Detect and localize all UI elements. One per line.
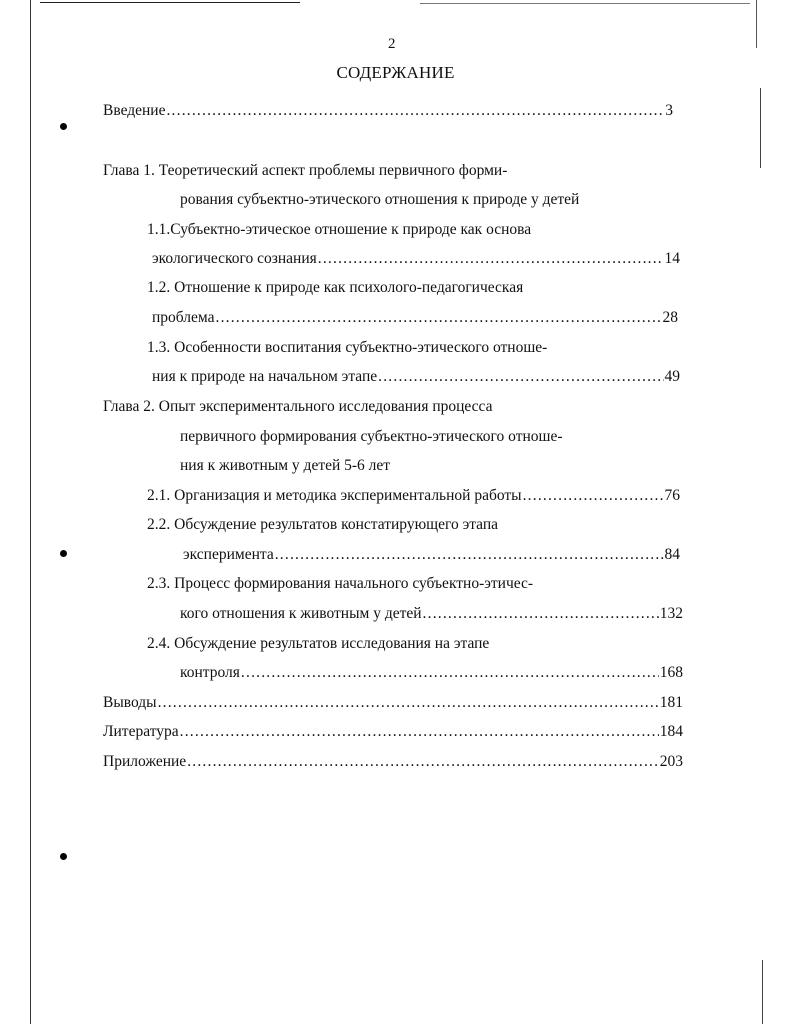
toc-page-number: 14 — [664, 250, 680, 267]
toc-leader-dots — [378, 367, 663, 387]
toc-page-number: 203 — [659, 753, 683, 770]
toc-entry-text: эксперимента — [183, 546, 274, 563]
toc-section-1-1-line-2[interactable] — [152, 249, 680, 269]
toc-page-number: 28 — [662, 309, 678, 326]
toc-page-number: 181 — [659, 694, 683, 711]
toc-entry-text: ния к природе на начальном этапе — [152, 368, 378, 385]
toc-leader-dots — [318, 249, 664, 269]
toc-section-1-2-line-1[interactable]: 1.2. Отношение к природе как психолого-педагогическая — [147, 279, 524, 296]
toc-entry-text: Введение — [103, 102, 166, 119]
toc-section-2-2-line-1[interactable]: 2.2. Обсуждение результатов констатирующего этапа — [147, 516, 499, 533]
toc-chapter-1-line-2[interactable]: рования субъектно-этического отношения к природе у детей — [180, 191, 580, 208]
toc-chapter-2-line-2[interactable]: первичного формирования субъектно-этического отноше- — [180, 428, 563, 445]
binder-hole-mark — [60, 123, 67, 130]
scan-artifact-line — [420, 3, 750, 4]
toc-section-2-1[interactable] — [147, 486, 680, 506]
scan-artifact-line — [30, 0, 31, 1024]
toc-page-number: 3 — [665, 102, 673, 119]
toc-leader-dots — [216, 308, 662, 328]
binder-hole-mark — [60, 550, 67, 557]
toc-section-1-3-line-2[interactable] — [152, 367, 680, 387]
page-number: 2 — [388, 36, 396, 52]
toc-page-number: 84 — [664, 546, 680, 563]
toc-page-number: 168 — [659, 664, 683, 681]
toc-entry-text: Литература — [103, 723, 179, 740]
toc-entry-appendix[interactable] — [103, 752, 683, 772]
toc-leader-dots — [166, 101, 664, 121]
toc-section-2-4-line-2[interactable] — [180, 663, 683, 683]
toc-entry-text: Приложение — [103, 753, 187, 770]
toc-page-number: 132 — [659, 605, 683, 622]
scan-artifact-line — [760, 88, 761, 168]
toc-entry-text: экологического сознания — [152, 250, 317, 267]
toc-entry-text: 2.1. Организация и методика экспериментальной работы — [147, 487, 522, 504]
scan-artifact-line — [762, 960, 763, 1024]
toc-leader-dots — [423, 604, 659, 624]
toc-leader-dots — [275, 545, 664, 565]
toc-leader-dots — [187, 752, 659, 772]
toc-section-2-4-line-1[interactable]: 2.4. Обсуждение результатов исследования на этапе — [147, 635, 490, 652]
toc-leader-dots — [158, 693, 659, 713]
page-title: СОДЕРЖАНИЕ — [336, 63, 455, 82]
toc-entry-intro[interactable] — [103, 101, 673, 121]
toc-entry-conclusions[interactable] — [103, 693, 683, 713]
toc-page-number: 184 — [659, 723, 683, 740]
scan-artifact-line — [756, 0, 757, 48]
toc-section-2-3-line-1[interactable]: 2.3. Процесс формирования начального субъектно-этичес- — [147, 575, 534, 592]
toc-chapter-1-line-1[interactable]: Глава 1. Теоретический аспект проблемы первичного форми- — [103, 162, 508, 179]
toc-entry-text: кого отношения к животным у детей — [180, 605, 422, 622]
toc-section-2-2-line-2[interactable] — [183, 545, 680, 565]
toc-entry-literature[interactable] — [103, 722, 683, 742]
toc-leader-dots — [241, 663, 659, 683]
toc-page-number: 76 — [664, 487, 680, 504]
toc-entry-text: Выводы — [103, 694, 157, 711]
toc-page-number: 49 — [664, 368, 680, 385]
toc-section-1-3-line-1[interactable]: 1.3. Особенности воспитания субъектно-этического отноше- — [147, 339, 548, 356]
toc-section-2-3-line-2[interactable] — [180, 604, 683, 624]
toc-chapter-2-line-1[interactable]: Глава 2. Опыт экспериментального исследования процесса — [103, 398, 493, 415]
toc-leader-dots — [523, 486, 664, 506]
toc-entry-text: контроля — [180, 664, 240, 681]
toc-chapter-2-line-3[interactable]: ния к животным у детей 5-6 лет — [180, 457, 391, 474]
toc-section-1-1-line-1[interactable]: 1.1.Субъектно-этическое отношение к природе как основа — [147, 221, 532, 238]
toc-section-1-2-line-2[interactable] — [152, 308, 678, 328]
binder-hole-mark — [60, 853, 67, 860]
toc-leader-dots — [180, 722, 659, 742]
toc-entry-text: проблема — [152, 309, 215, 326]
scan-artifact-line — [40, 2, 300, 3]
